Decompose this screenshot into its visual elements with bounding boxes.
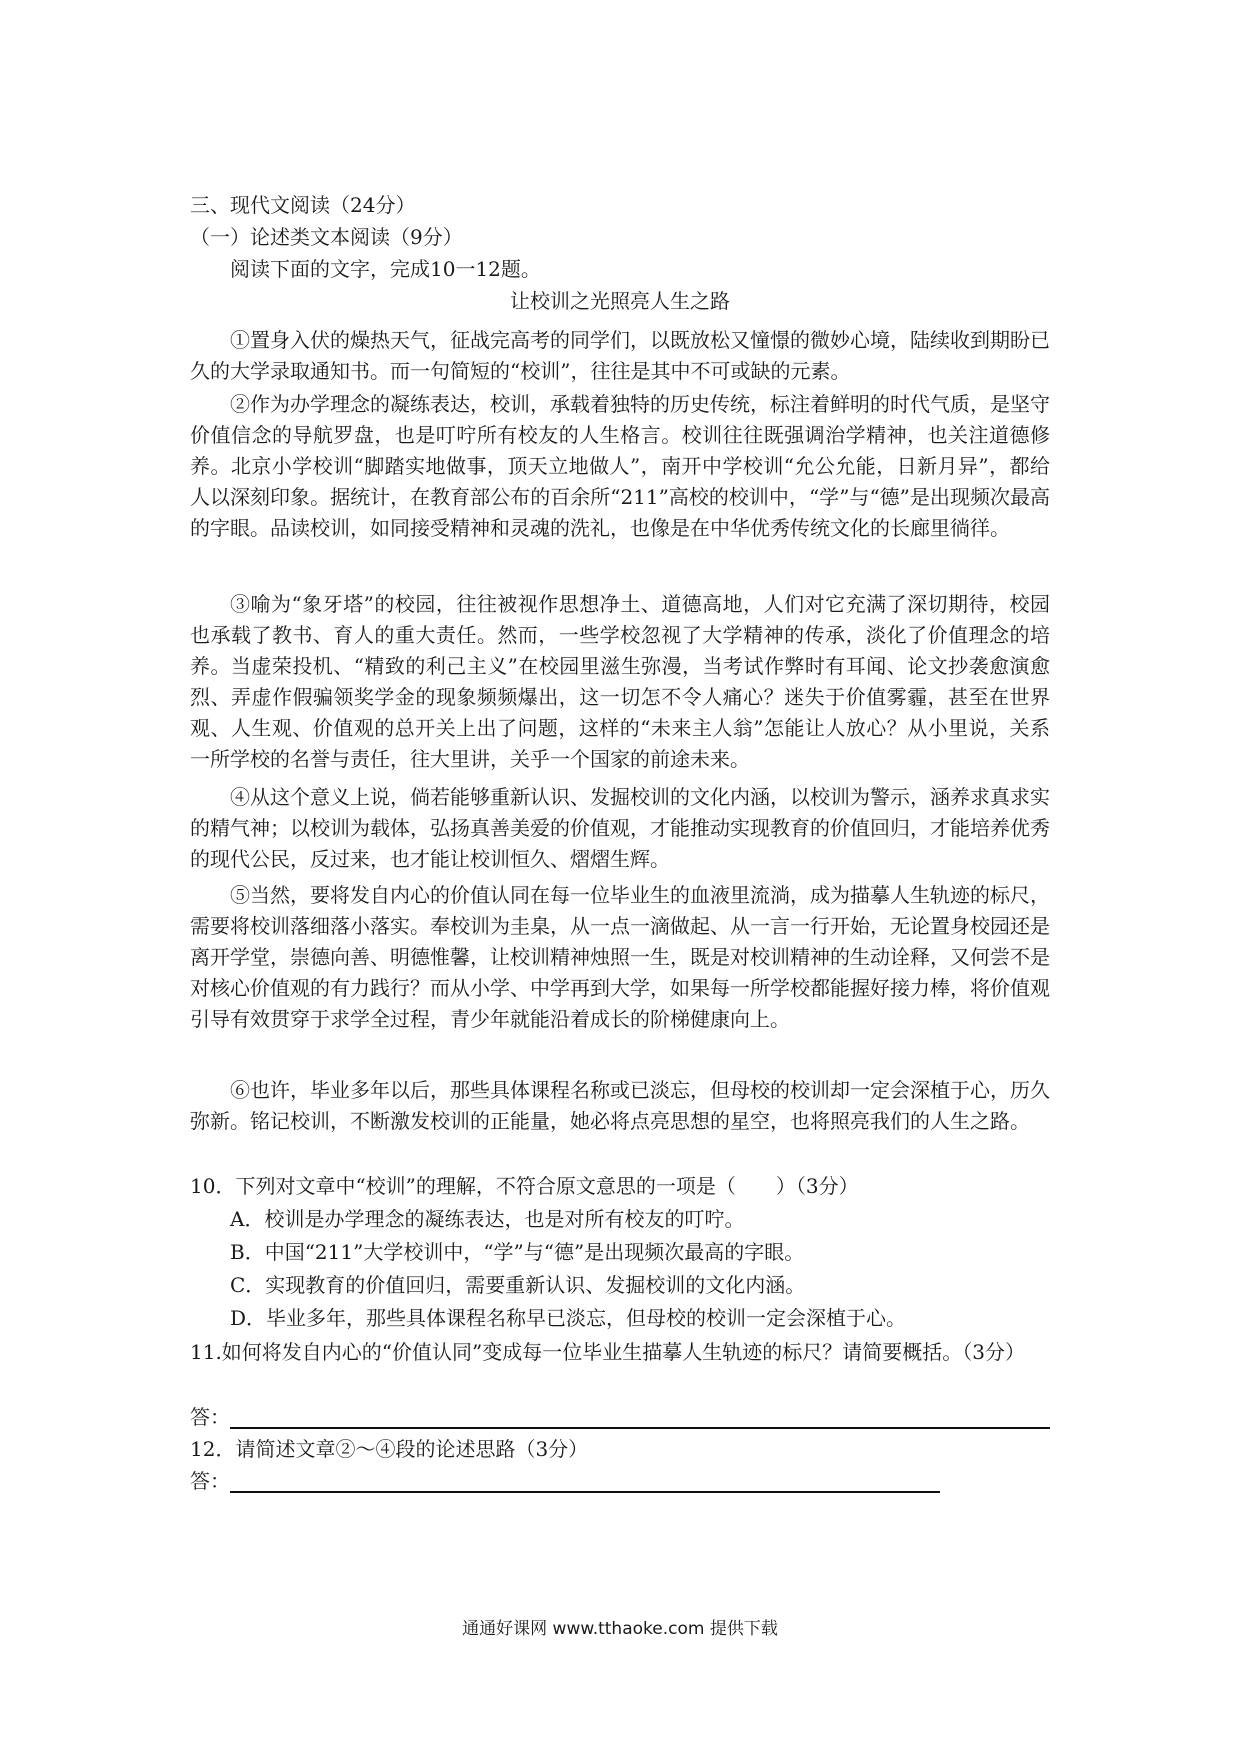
article-paragraph-1: ①置身入伏的燥热天气，征战完高考的同学们，以既放松又憧憬的微妙心境，陆续收到期盼已久的大学录取通知书。而一句简短的“校训”，往往是其中不可或缺的元素。 [190,328,1050,383]
question-11-answer-line[interactable] [230,1427,1050,1429]
question-12-answer-line[interactable] [230,1491,940,1493]
question-10-option-c: C．实现教育的价值回归，需要重新认识、发掘校训的文化内涵。 [230,1273,806,1297]
article-paragraph-6: ⑥也许，毕业多年以后，那些具体课程名称或已淡忘，但母校的校训却一定会深植于心，历久弥新。铭记校训，不断激发校训的正能量，她必将点亮思想的星空，也将照亮我们的人生之路。 [190,1078,1050,1133]
question-10-option-a: A．校训是办学理念的凝练表达，也是对所有校友的叮咛。 [230,1207,745,1231]
reading-instruction: 阅读下面的文字，完成10一12题。 [230,257,541,281]
article-paragraph-5: ⑤当然，要将发自内心的价值认同在每一位毕业生的血液里流淌，成为描摹人生轨迹的标尺，需要将校训落细落小落实。奉校训为圭臬，从一点一滴做起、从一言一行开始，无论置身校园还是离开学堂，崇德向善、明德惟馨，让校训精神烛照一生，既是对校训精神的生动诠释，又何尝不是对核心价值观的有力践行？而从小学、中学再到大学，如果每一所学校都能握好接力棒，将价值观引导有效贯穿于求学全过程，青少年就能沿着成长的阶梯健康向上。 [190,883,1050,1031]
question-10-stem: 10．下列对文章中“校训”的理解，不符合原文意思的一项是（ ）（3分） [190,1174,859,1198]
section-heading: 三、现代文阅读（24分） [190,193,416,217]
article-paragraph-4: ④从这个意义上说，倘若能够重新认识、发掘校训的文化内涵，以校训为警示，涵养求真求实的精气神；以校训为载体，弘扬真善美爱的价值观，才能推动实现教育的价值回归，才能培养优秀的现代公民，反过来，也才能让校训恒久、熠熠生辉。 [190,785,1050,871]
question-12-answer-label: 答： [190,1469,230,1493]
question-11-answer-row[interactable] [190,1403,1050,1435]
article-title: 让校训之光照亮人生之路 [510,289,730,313]
question-11-stem: 11.如何将发自内心的“价值认同”变成每一位毕业生描摹人生轨迹的标尺？请简要概括。（3分） [190,1340,1025,1364]
article-paragraph-2: ②作为办学理念的凝练表达，校训，承载着独特的历史传统，标注着鲜明的时代气质，是坚守价值信念的导航罗盘，也是叮咛所有校友的人生格言。校训往往既强调治学精神，也关注道德修养。北京小学校训“脚踏实地做事，顶天立地做人”，南开中学校训“允公允能，日新月异”，都给人以深刻印象。据统计，在教育部公布的百余所“211”高校的校训中，“学”与“德”是出现频次最高的字眼。品读校训，如同接受精神和灵魂的洗礼，也像是在中华优秀传统文化的长廊里徜徉。 [190,392,1050,540]
footer-download-note: 通通好课网 www.tthaoke.com 提供下载 [462,1619,778,1639]
question-12-answer-row[interactable] [190,1467,940,1499]
question-10-option-d: D．毕业多年，那些具体课程名称早已淡忘，但母校的校训一定会深植于心。 [230,1306,907,1330]
question-11-answer-label: 答： [190,1405,230,1429]
question-10-option-b: B．中国“211”大学校训中，“学”与“德”是出现频次最高的字眼。 [230,1240,805,1264]
question-12-stem: 12．请简述文章②～④段的论述思路（3分） [190,1437,589,1461]
section-subheading: （一）论述类文本阅读（9分） [190,225,463,249]
article-paragraph-3: ③喻为“象牙塔”的校园，往往被视作思想净土、道德高地，人们对它充满了深切期待，校园也承载了教书、育人的重大责任。然而，一些学校忽视了大学精神的传承，淡化了价值理念的培养。当虚荣投机、“精致的利己主义”在校园里滋生弥漫，当考试作弊时有耳闻、论文抄袭愈演愈烈、弄虚作假骗领奖学金的现象频频爆出，这一切怎不令人痛心？迷失于价值雾霾，甚至在世界观、人生观、价值观的总开关上出了问题，这样的“未来主人翁”怎能让人放心？从小里说，关系一所学校的名誉与责任，往大里讲，关乎一个国家的前途未来。 [190,592,1050,771]
